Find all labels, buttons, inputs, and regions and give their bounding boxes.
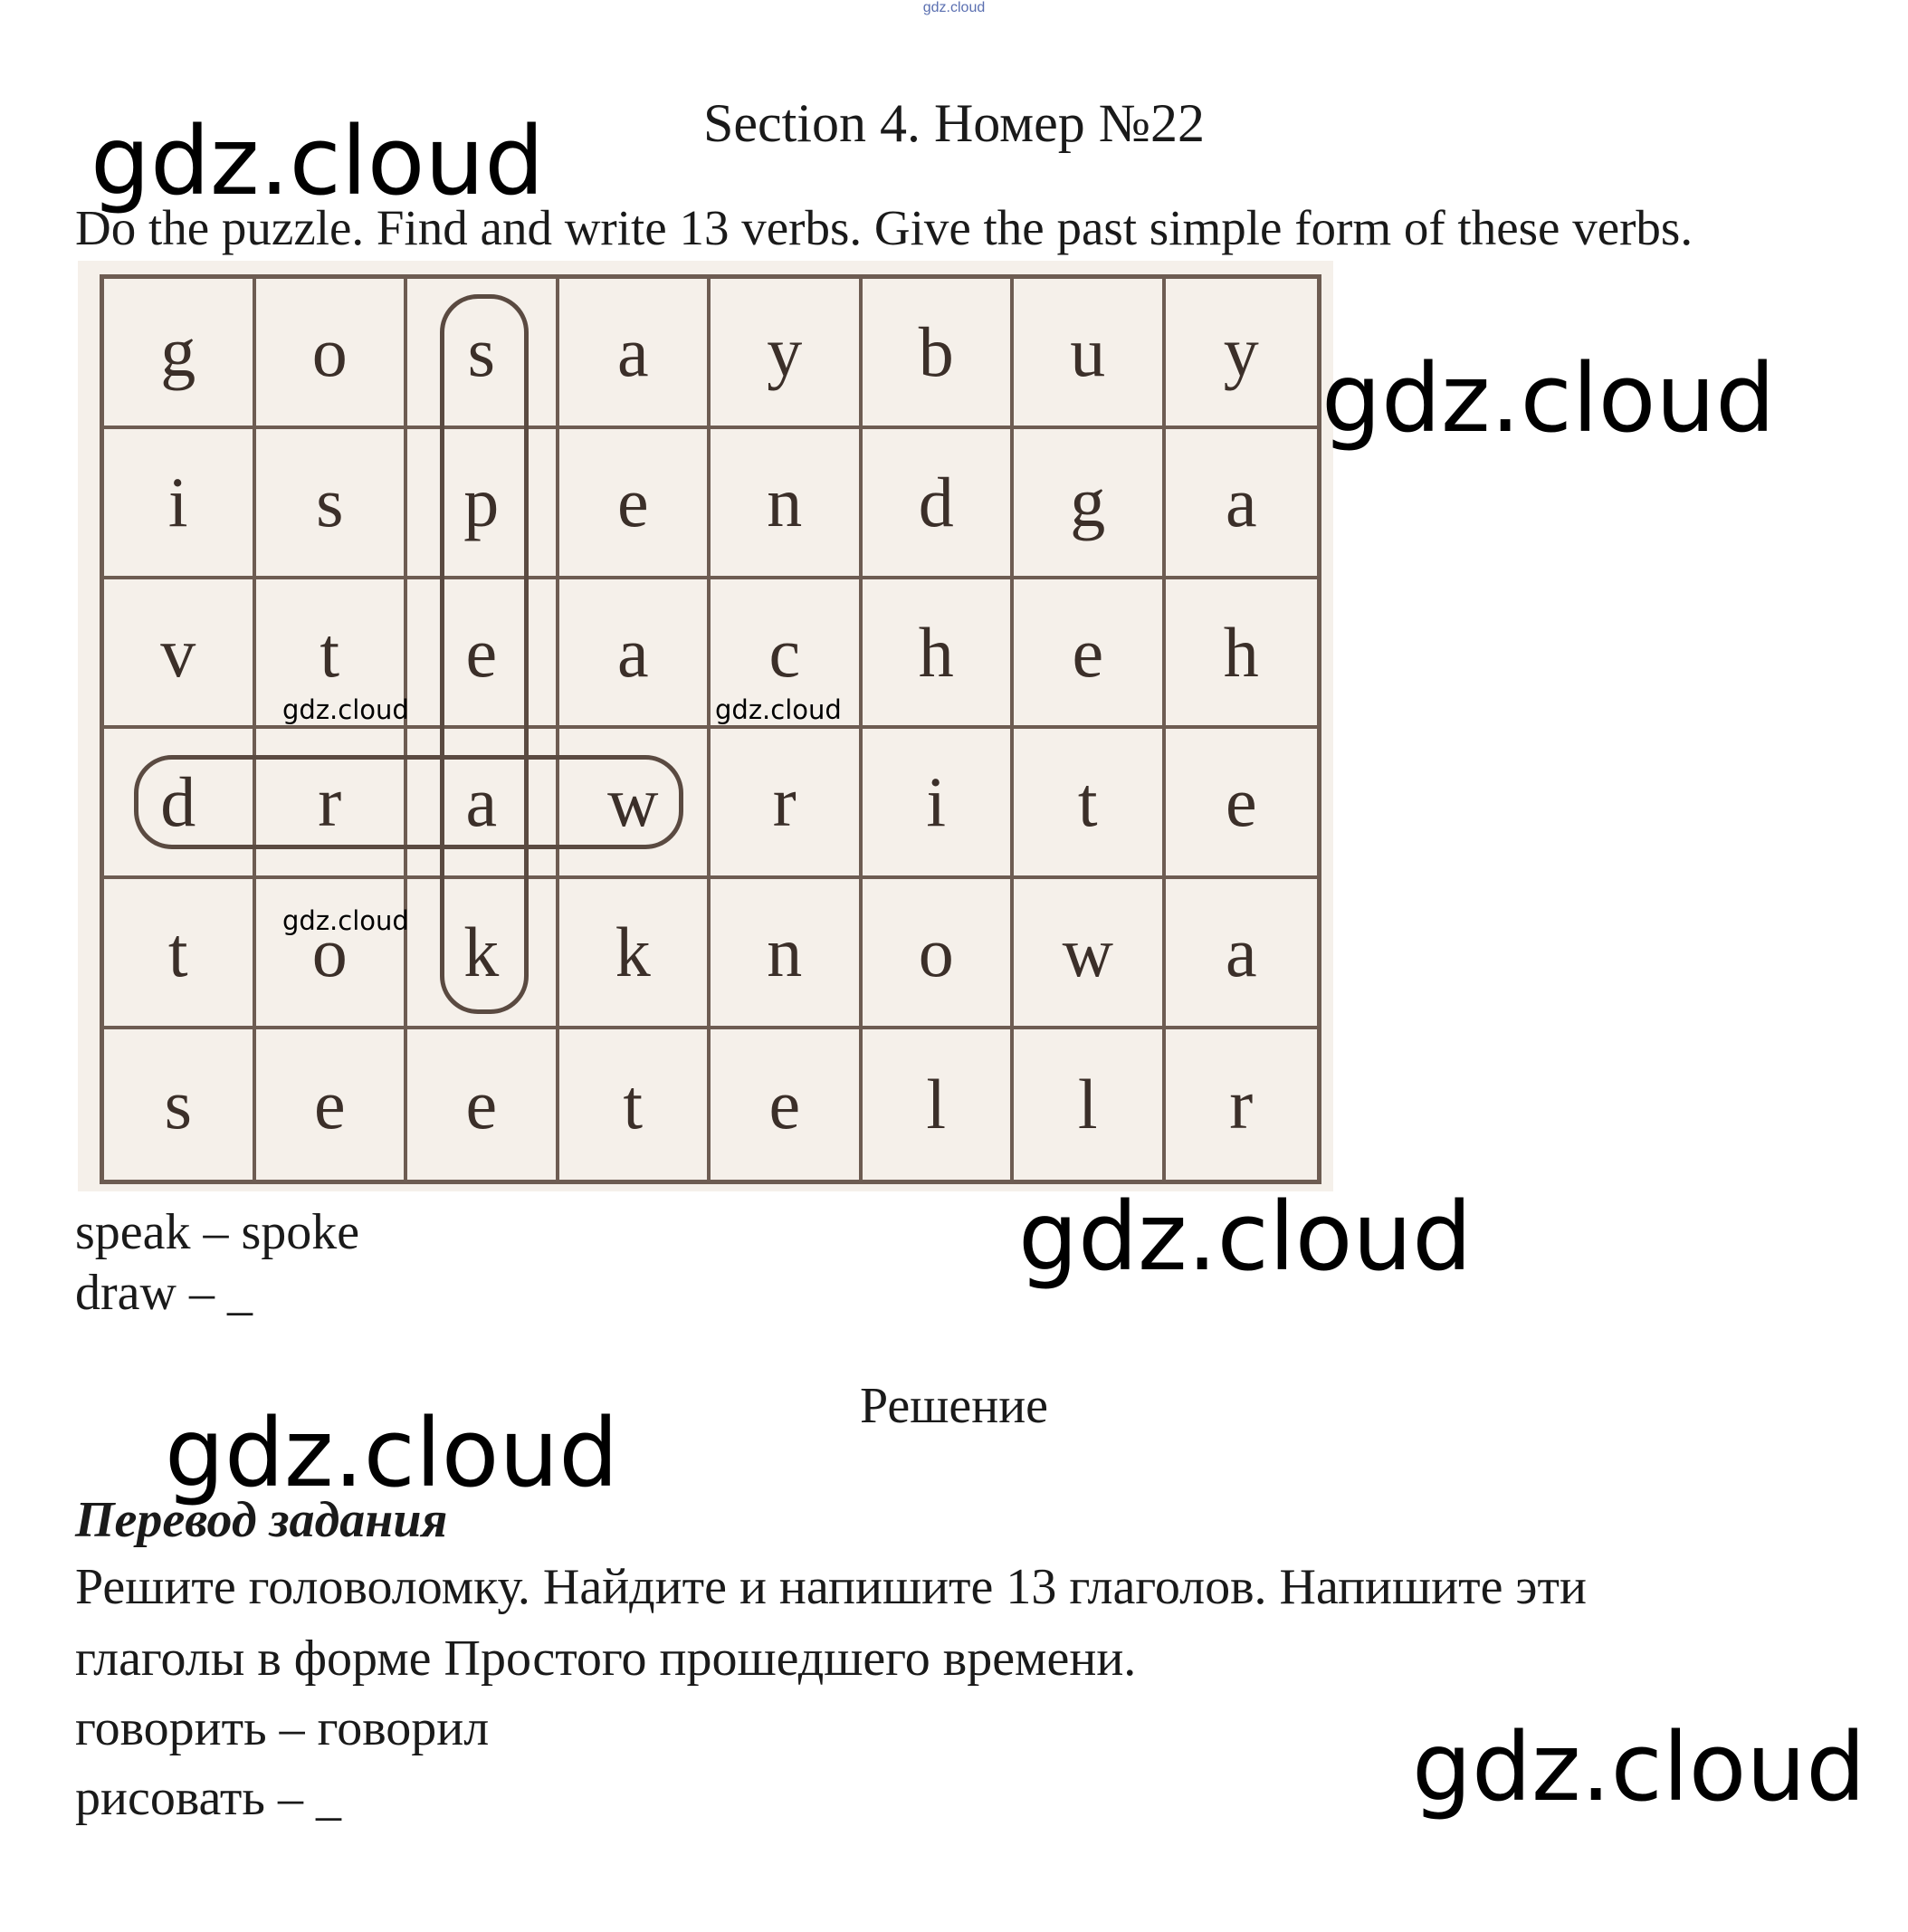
grid-cell: e	[559, 429, 711, 579]
translation-line-2: глаголы в форме Простого прошедшего времени.	[75, 1631, 1137, 1687]
grid-cell: a	[407, 729, 559, 879]
top-watermark: gdz.cloud	[922, 0, 986, 15]
grid-cell: n	[711, 429, 863, 579]
grid-cell: w	[1014, 879, 1166, 1029]
grid-cell: a	[559, 579, 711, 730]
grid-cell: c	[711, 579, 863, 730]
grid-cell: e	[1014, 579, 1166, 730]
highlight-draw	[134, 755, 683, 849]
grid-cell: u	[1014, 279, 1166, 429]
example-line-1: speak – spoke	[75, 1204, 360, 1260]
grid-cell: l	[1014, 1029, 1166, 1180]
grid-cell: d	[863, 429, 1015, 579]
grid-cell: y	[711, 279, 863, 429]
grid-cell: g	[104, 279, 256, 429]
grid-cell: y	[1166, 279, 1318, 429]
grid-cell: s	[256, 429, 408, 579]
grid-cell: v	[104, 579, 256, 730]
task-instruction: Do the puzzle. Find and write 13 verbs. Give the past simple form of these verbs.	[75, 200, 1693, 255]
page-title: Section 4. Номер №22	[702, 93, 1205, 153]
grid-cell: g	[1014, 429, 1166, 579]
grid-cell: r	[711, 729, 863, 879]
grid-cell: t	[1014, 729, 1166, 879]
grid-cell: r	[1229, 1065, 1254, 1144]
highlight-speak	[440, 294, 529, 1014]
grid-cell: a	[1166, 429, 1318, 579]
grid-cell: i	[863, 729, 1015, 879]
grid-cell: r	[256, 729, 408, 879]
watermark: gdz.cloud	[282, 694, 409, 725]
watermark: gdz.cloud	[91, 106, 545, 216]
translation-example-2: рисовать – _	[75, 1770, 341, 1826]
grid-cell: o	[256, 279, 408, 429]
word-search-grid	[100, 274, 1321, 1184]
grid-cell: a	[559, 279, 711, 429]
grid-cell: n	[711, 879, 863, 1029]
translation-heading: Перевод задания	[75, 1492, 448, 1548]
grid-cell: s	[407, 279, 559, 429]
translation-line-1: Решите головоломку. Найдите и напишите 13 глаголов. Напишите эти	[75, 1559, 1587, 1615]
watermark: gdz.cloud	[282, 905, 409, 936]
grid-cell: d	[104, 729, 256, 879]
grid-cell: b	[863, 279, 1015, 429]
grid-cell: a	[1166, 879, 1318, 1029]
watermark: gdz.cloud	[1412, 1712, 1866, 1822]
grid-cell: h	[863, 579, 1015, 730]
grid-cell: e	[711, 1029, 863, 1180]
grid-cell: p	[407, 429, 559, 579]
watermark: gdz.cloud	[165, 1398, 619, 1508]
watermark: gdz.cloud	[1321, 343, 1776, 454]
example-line-2: draw – _	[75, 1265, 253, 1321]
grid-cell: h	[1166, 579, 1318, 730]
grid-cell: t	[559, 1029, 711, 1180]
grid-cell: e	[407, 579, 559, 730]
grid-cell: s	[104, 1029, 256, 1180]
grid-cell: l	[863, 1029, 1015, 1180]
grid-cell: w	[559, 729, 711, 879]
grid-cell: i	[104, 429, 256, 579]
translation-example-1: говорить – говорил	[75, 1700, 490, 1756]
grid-cell: e	[1166, 729, 1318, 879]
grid-cell: o	[256, 879, 408, 1029]
grid-cell: e	[407, 1029, 559, 1180]
grid-cell: t	[256, 579, 408, 730]
grid-cell: k	[559, 879, 711, 1029]
solution-title: Решение	[859, 1378, 1049, 1434]
grid-cell: t	[104, 879, 256, 1029]
grid-cell: k	[407, 879, 559, 1029]
watermark: gdz.cloud	[715, 694, 842, 725]
grid-cell: e	[256, 1029, 408, 1180]
grid-cell: o	[863, 879, 1015, 1029]
watermark: gdz.cloud	[1018, 1181, 1473, 1292]
